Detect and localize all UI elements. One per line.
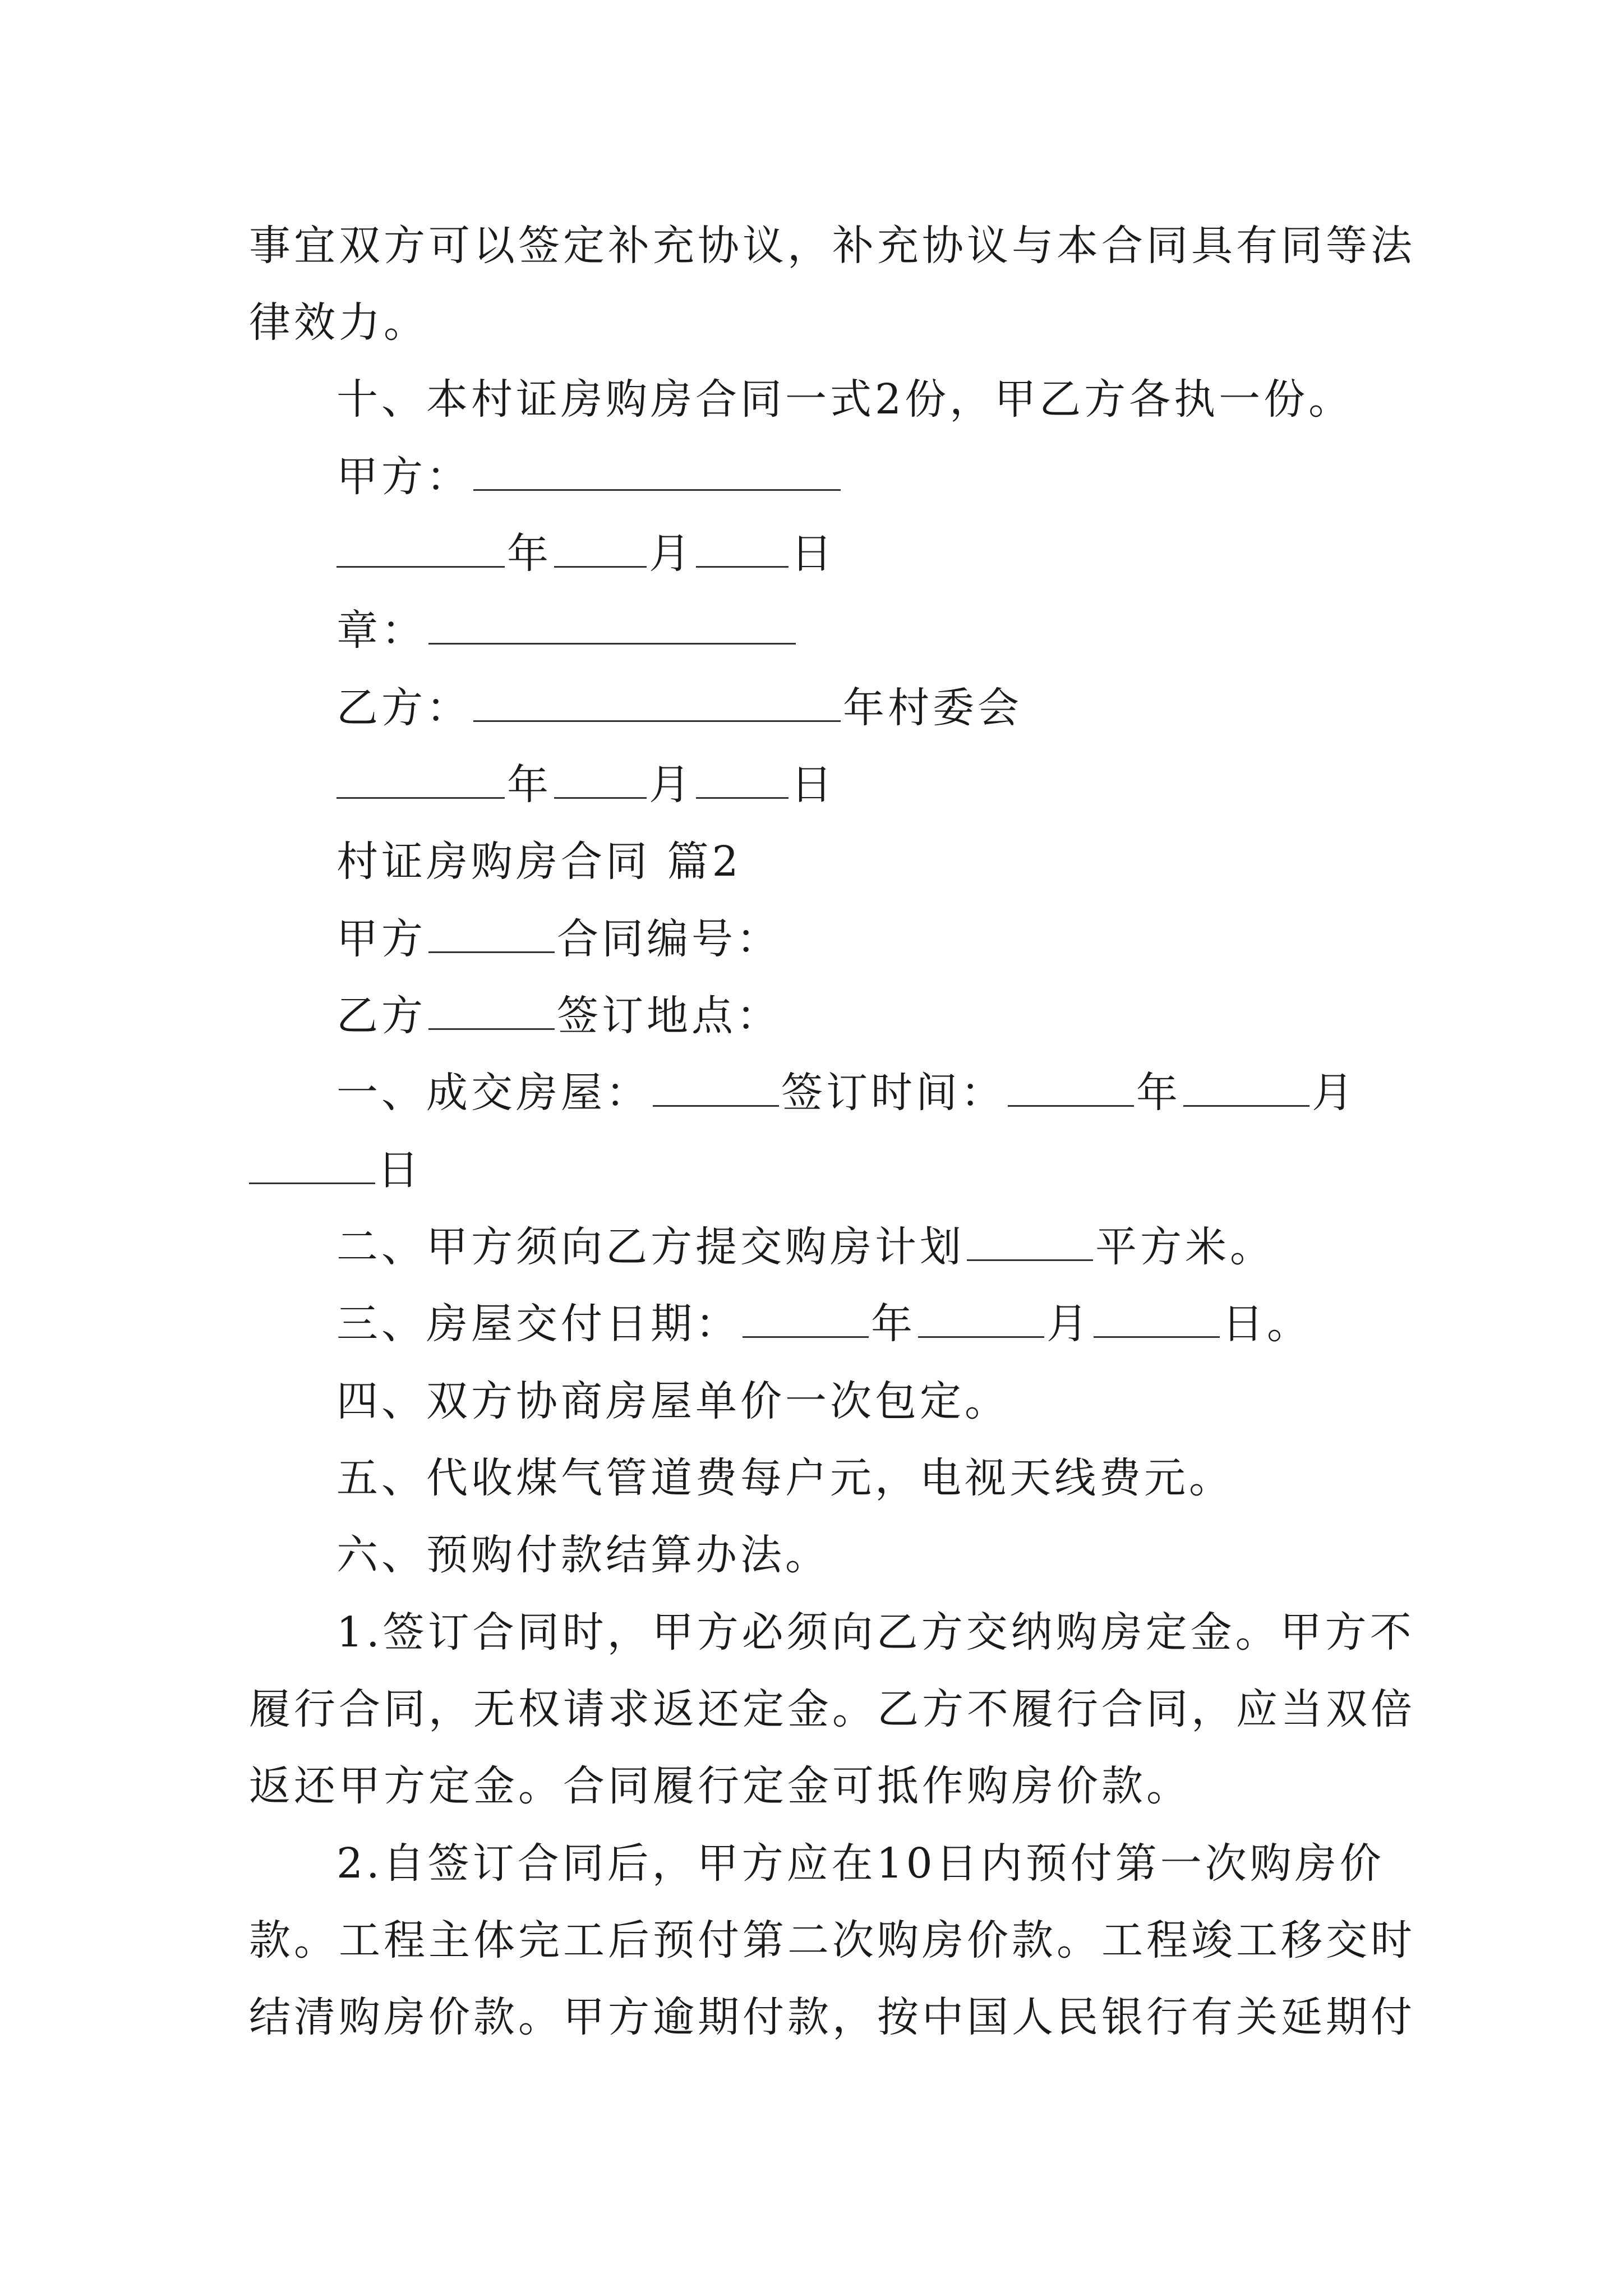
month-label: 月	[1312, 1069, 1357, 1117]
paragraph-line	[249, 1758, 1382, 1814]
blank-underline	[428, 989, 555, 1030]
heading-text: 村证房购房合同 篇2	[336, 838, 742, 886]
clause-six	[336, 1527, 1469, 1583]
clause-two	[336, 1219, 1469, 1275]
blank-underline	[428, 604, 796, 645]
paragraph-line	[249, 1912, 1415, 1968]
year-label: 年	[871, 1300, 916, 1348]
text: 律效力。	[249, 298, 428, 347]
label: 甲方：	[336, 453, 471, 501]
day-label: 日	[791, 761, 836, 809]
blank-underline	[653, 1066, 779, 1107]
party-b-place-line	[336, 988, 1469, 1044]
month-label: 月	[649, 761, 694, 809]
blank-underline	[743, 1297, 869, 1338]
text: 四、双方协商房屋单价一次包定。	[336, 1377, 1009, 1425]
year-label: 年	[507, 530, 552, 578]
label: 乙方：	[336, 684, 471, 732]
text: 五、代收煤气管道费每户元，电视天线费元。	[336, 1454, 1234, 1502]
text: 结清购房价款。甲方逾期付款，按中国人民银行有关延期付	[249, 1993, 1415, 2041]
text: 事宜双方可以签定补充协议，补充协议与本合同具有同等法	[249, 222, 1415, 270]
year-label: 年	[1136, 1069, 1181, 1117]
date-line	[336, 757, 1469, 813]
blank-underline	[554, 527, 647, 568]
label: 一、成交房屋：	[336, 1069, 651, 1117]
label: 甲方	[336, 915, 426, 963]
clause-one-continued	[249, 1142, 1382, 1198]
label: 乙方	[336, 992, 426, 1040]
month-label: 月	[1046, 1300, 1091, 1348]
label: 签订时间：	[781, 1069, 1006, 1117]
party-a-signature-line	[336, 449, 1469, 505]
text: 1.签订合同时，甲方必须向乙方交纳购房定金。甲方不	[336, 1608, 1415, 1657]
clause-three	[336, 1296, 1469, 1352]
blank-underline	[1094, 1297, 1220, 1338]
text: 款。工程主体完工后预付第二次购房价款。工程竣工移交时	[249, 1916, 1415, 1964]
suffix: 年村委会	[843, 684, 1022, 732]
blank-underline	[554, 758, 647, 799]
blank-underline	[336, 758, 505, 799]
text: 二、甲方须向乙方提交购房计划	[336, 1223, 965, 1271]
party-a-contract-no-line	[336, 911, 1469, 967]
clause-four	[336, 1373, 1469, 1429]
blank-underline	[249, 1143, 375, 1184]
text: 六、预购付款结算办法。	[336, 1531, 830, 1579]
blank-underline	[428, 912, 555, 953]
blank-underline	[918, 1297, 1044, 1338]
paragraph-line	[336, 1604, 1469, 1660]
blank-underline	[696, 527, 789, 568]
paragraph-line	[336, 1835, 1469, 1892]
day-label: 日。	[1222, 1300, 1312, 1348]
text: 履行合同，无权请求返还定金。乙方不履行合同，应当双倍	[249, 1685, 1415, 1733]
label: 三、房屋交付日期：	[336, 1300, 740, 1348]
clause-ten	[336, 371, 1469, 427]
label: 签订地点：	[557, 992, 781, 1040]
day-label: 日	[377, 1146, 422, 1194]
blank-underline	[1008, 1066, 1134, 1107]
blank-underline	[473, 450, 841, 491]
blank-underline	[1183, 1066, 1310, 1107]
text: 2.自签订合同后，甲方应在10日内预付第一次购房价	[336, 1839, 1385, 1888]
label: 合同编号：	[557, 915, 781, 963]
paragraph-line	[249, 295, 1382, 351]
text: 返还甲方定金。合同履行定金可抵作购房价款。	[249, 1762, 1191, 1810]
paragraph-line	[249, 218, 1415, 274]
party-b-signature-line	[336, 680, 1469, 736]
blank-underline	[696, 758, 789, 799]
blank-underline	[473, 681, 841, 722]
blank-underline	[967, 1220, 1093, 1261]
seal-line	[336, 602, 1469, 659]
text: 十、本村证房购房合同一式2份，甲乙方各执一份。	[336, 375, 1354, 424]
text: 平方米。	[1095, 1223, 1275, 1271]
date-line	[336, 526, 1469, 582]
clause-one	[336, 1065, 1469, 1121]
paragraph-line	[249, 1681, 1415, 1737]
section-heading	[336, 834, 1469, 890]
clause-five	[336, 1450, 1469, 1506]
paragraph-line	[249, 1989, 1415, 2045]
day-label: 日	[791, 530, 836, 578]
blank-underline	[336, 527, 505, 568]
year-label: 年	[507, 761, 552, 809]
month-label: 月	[649, 530, 694, 578]
label: 章：	[336, 606, 426, 655]
